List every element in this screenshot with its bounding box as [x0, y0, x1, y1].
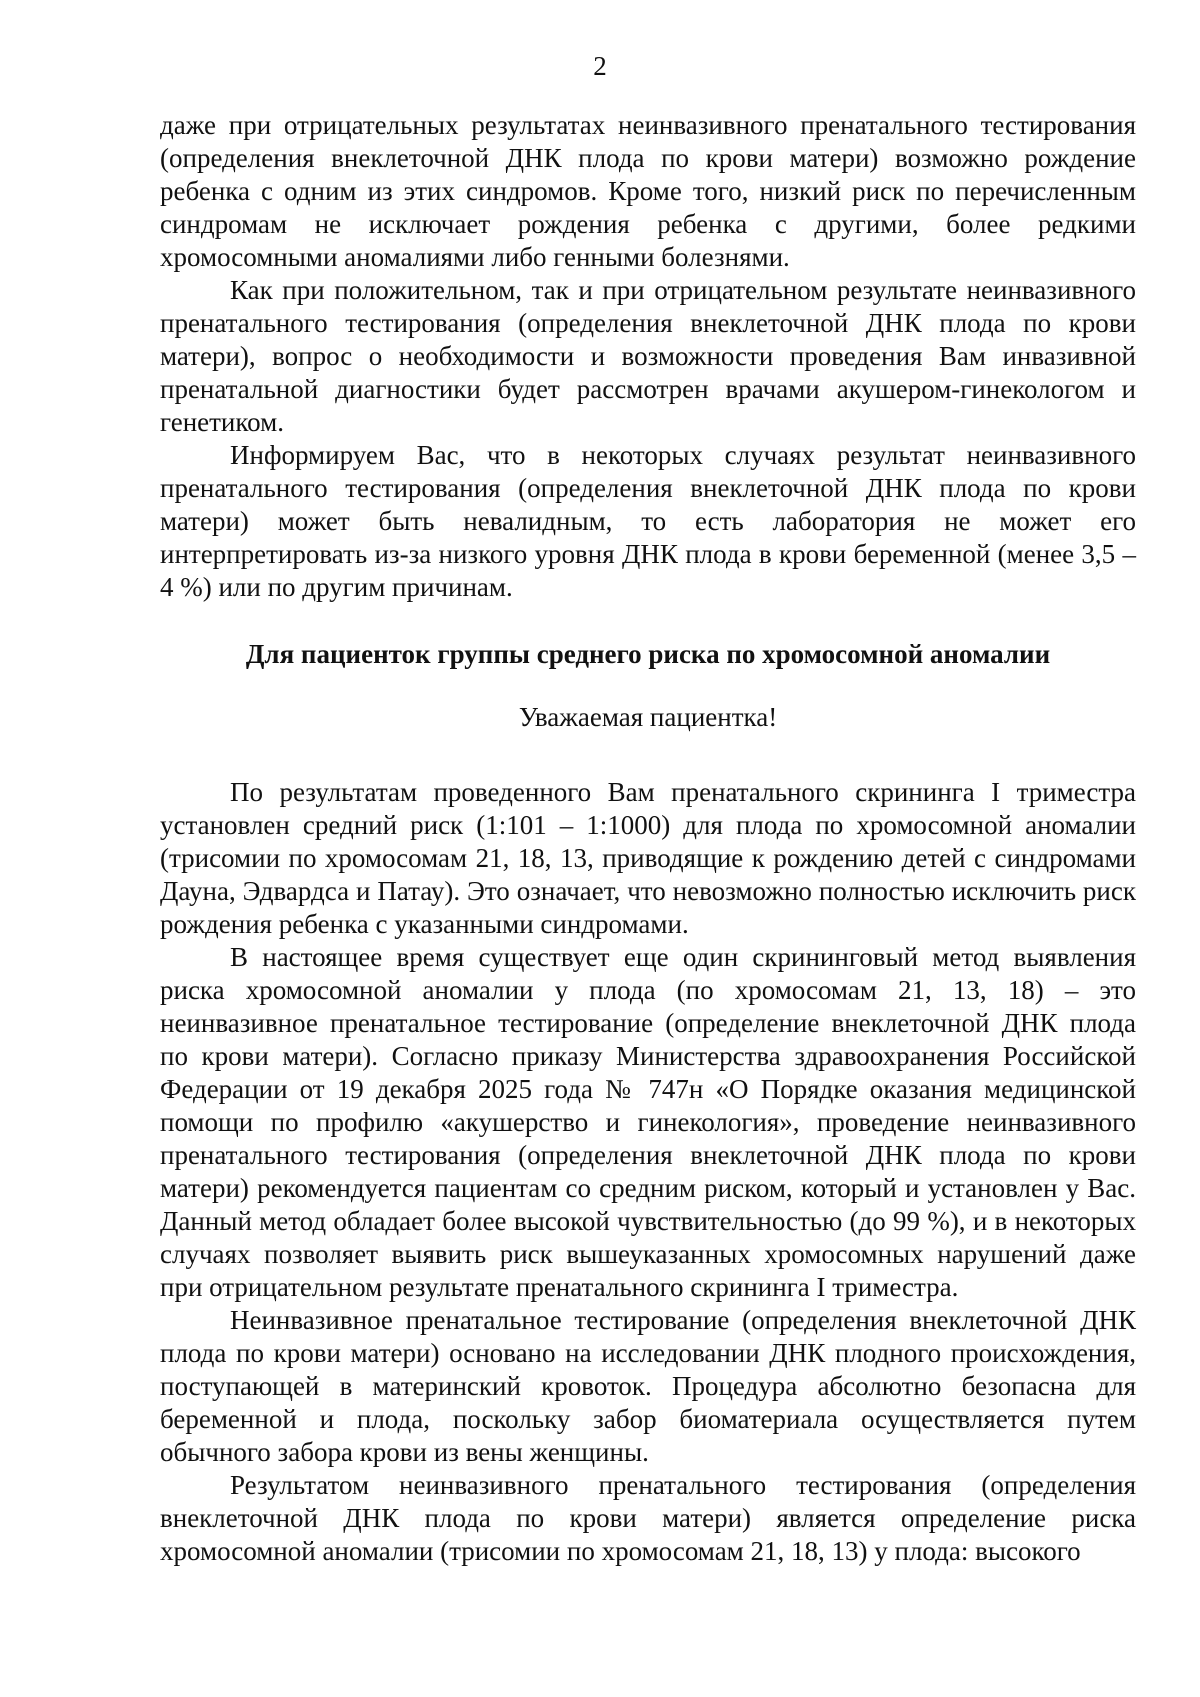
document-body [160, 109, 1136, 1568]
paragraph-invasive-diagnostics: Как при положительном, так и при отрицательном результате неинвазивного пренатального тестирования (определения внеклеточной ДНК плода по крови матери), вопрос о необходимости и возможности проведения Вам инвазивной пренатальной диагностики будет рассмотрен врачами акушером-гинекологом и генетиком. [160, 275, 1136, 437]
paragraph-nipt-basis: Неинвазивное пренатальное тестирование (определения внеклеточной ДНК плода по крови матери) основано на исследовании ДНК плодного происхождения, поступающей в материнский кровоток. Процедура абсолютно безопасна для беременной и плода, поскольку забор биоматериала осуществляется путем обычного забора крови из вены женщины. [160, 1305, 1136, 1467]
page-number: 2 [593, 51, 607, 81]
paragraph-invalid-result: Информируем Вас, что в некоторых случаях результат неинвазивного пренатального тестирования (определения внеклеточной ДНК плода по крови матери) может быть невалидным, то есть лаборатория не может его интерпретировать из-за низкого уровня ДНК плода в крови беременной (менее 3,5 – 4 %) или по другим причинам. [160, 440, 1136, 602]
salutation: Уважаемая пациентка! [518, 702, 778, 732]
paragraph-nipt-result: Результатом неинвазивного пренатального тестирования (определения внеклеточной ДНК плода по крови матери) является определение риска хромосомной аномалии (трисомии по хромосомам 21, 18, 13) у плода: высокого [160, 1470, 1136, 1566]
section-heading: Для пациенток группы среднего риска по хромосомной аномалии [245, 639, 1051, 669]
continuation-paragraph: даже при отрицательных результатах неинвазивного пренатального тестирования (определения внеклеточной ДНК плода по крови матери) возможно рождение ребенка с одним из этих синдромов. Кроме того, низкий риск по перечисленным синдромам не исключает рождения ребенка с другими, более редкими хромосомными аномалиями либо генными болезнями. [160, 110, 1136, 272]
paragraph-nipt-method: В настоящее время существует еще один скрининговый метод выявления риска хромосомной аномалии у плода (по хромосомам 21, 13, 18) – это неинвазивное пренатальное тестирование (определение внеклеточной ДНК плода по крови матери). Согласно приказу Министерства здравоохранения Российской Федерации от 19 декабря 2025 года № 747н «О Порядке оказания медицинской помощи по профилю «акушерство и гинекология», проведение неинвазивного пренатального тестирования (определения внеклеточной ДНК плода по крови матери) рекомендуется пациентам со средним риском, который и установлен у Вас. Данный метод обладает более высокой чувствительностью (до 99 %), и в некоторых случаях позволяет выявить риск вышеуказанных хромосомных нарушений даже при отрицательном результате пренатального скрининга I триместра. [160, 942, 1136, 1302]
paragraph-screening-result: По результатам проведенного Вам пренатального скрининга I триместра установлен средний риск (1:101 – 1:1000) для плода по хромосомной аномалии (трисомии по хромосомам 21, 18, 13, приводящие к рождению детей с синдромами Дауна, Эдвардса и Патау). Это означает, что невозможно полностью исключить риск рождения ребенка с указанными синдромами. [160, 777, 1136, 939]
